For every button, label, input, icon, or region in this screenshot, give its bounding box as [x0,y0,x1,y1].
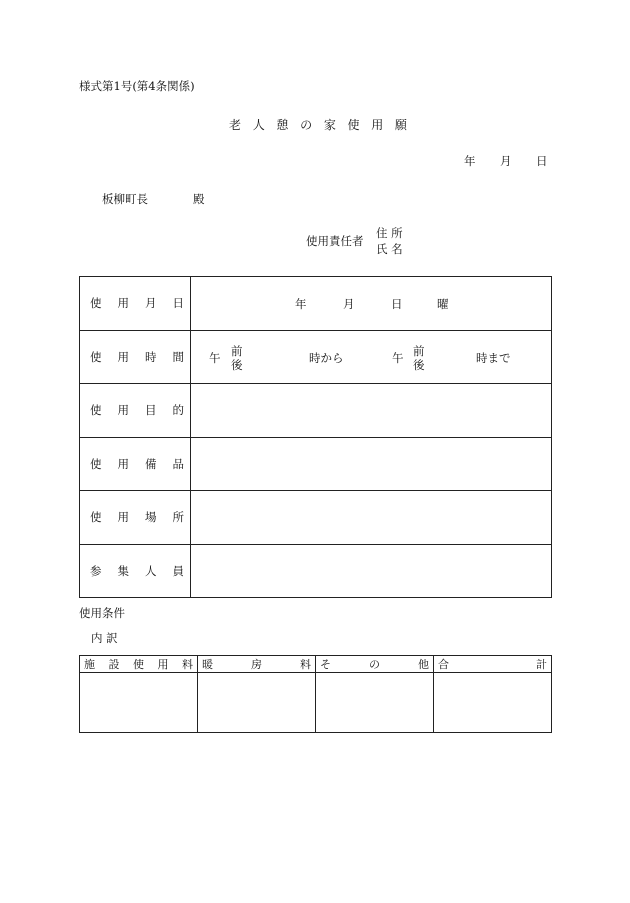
row-label [80,544,191,598]
label-char: 所 [172,510,184,525]
label-char: 集 [117,563,129,578]
fee-header-facility [80,656,198,673]
title-char: 人 [252,118,265,132]
title-char: 家 [323,118,336,132]
header-char: 使 [133,658,144,671]
fee-header-total [434,656,552,673]
breakdown-label: 内 訳 [91,631,118,645]
applicant-label: 使用責任者 [306,234,364,248]
end-time-suffix: 時まで [476,350,511,365]
header-char: 料 [300,658,311,671]
header-char: そ [320,658,331,671]
header-char: の [369,658,380,671]
fee-header-heating [198,656,316,673]
addressee-honorific: 殿 [193,192,205,206]
date-day: 日 [536,154,548,168]
attendees-field[interactable] [191,544,552,598]
header-char: 計 [536,658,547,671]
usage-purpose-field[interactable] [191,384,552,438]
label-char: 的 [172,403,184,418]
header-char: 合 [438,658,449,671]
header-char: 料 [182,658,193,671]
end-noon-char: 午 [392,350,404,365]
title-char: 用 [371,118,384,132]
label-char: 人 [145,563,157,578]
row-label [80,384,191,438]
label-char: 使 [90,403,102,418]
title-char: の [300,118,313,132]
label-char: 参 [90,563,102,578]
title-char: 憩 [276,118,289,132]
row-label [80,277,191,331]
title-char: 老 [229,118,242,132]
address-label: 住 所 [376,226,403,240]
usage-date-weekday: 曜 [437,297,449,311]
other-fee-field[interactable] [316,673,434,733]
name-label: 氏 名 [376,242,403,256]
label-char: 目 [145,403,157,418]
usage-date-month: 月 [343,297,355,311]
fee-header-row [80,656,552,673]
facility-fee-field[interactable] [80,673,198,733]
header-char: 設 [108,658,120,671]
usage-date-day: 日 [391,297,403,311]
label-char: 用 [117,296,129,311]
label-char: 用 [117,403,129,418]
label-char: 場 [145,510,157,525]
start-am-option[interactable]: 前 [231,343,243,358]
label-char: 品 [172,456,184,471]
form-title [229,119,407,131]
fee-header-other [316,656,434,673]
usage-equipment-field[interactable] [191,437,552,491]
label-char: 用 [117,456,129,471]
row-usage-place [80,491,552,545]
row-label [80,491,191,545]
addressee-name: 板柳町長 [102,192,148,206]
label-char: 使 [90,456,102,471]
start-time-suffix: 時から [309,350,344,365]
header-char: 暖 [202,658,213,671]
end-pm-option[interactable]: 後 [413,357,425,372]
label-char: 用 [117,349,129,364]
label-char: 月 [145,296,157,311]
heating-fee-field[interactable] [198,673,316,733]
date-month: 月 [500,154,512,168]
date-year: 年 [464,154,476,168]
label-char: 用 [117,510,129,525]
row-usage-equipment [80,437,552,491]
start-pm-option[interactable]: 後 [231,357,243,372]
row-usage-date [80,277,552,331]
label-char: 備 [145,456,157,471]
row-usage-purpose [80,384,552,438]
label-char: 日 [172,296,184,311]
label-char: 使 [90,510,102,525]
fee-table [79,655,552,733]
header-char: 房 [251,658,262,671]
header-char: 他 [418,658,429,671]
fee-value-row [80,673,552,733]
row-label [80,330,191,384]
form-number: 様式第1号(第4条関係) [79,79,195,93]
end-am-option[interactable]: 前 [413,343,425,358]
row-attendees [80,544,552,598]
usage-date-year: 年 [295,297,307,311]
title-char: 願 [394,118,407,132]
usage-table [79,276,552,598]
start-noon-char: 午 [209,350,221,365]
label-char: 時 [145,349,157,364]
title-char: 使 [347,118,360,132]
header-char: 施 [84,658,95,671]
label-char: 員 [172,563,184,578]
conditions-label: 使用条件 [79,606,125,620]
row-label [80,437,191,491]
row-usage-time [80,330,552,384]
usage-time-field[interactable] [191,330,552,384]
usage-place-field[interactable] [191,491,552,545]
label-char: 間 [172,349,184,364]
header-char: 用 [157,658,169,671]
usage-date-field[interactable] [191,277,552,331]
label-char: 使 [90,296,102,311]
total-fee-field[interactable] [434,673,552,733]
label-char: 使 [90,349,102,364]
